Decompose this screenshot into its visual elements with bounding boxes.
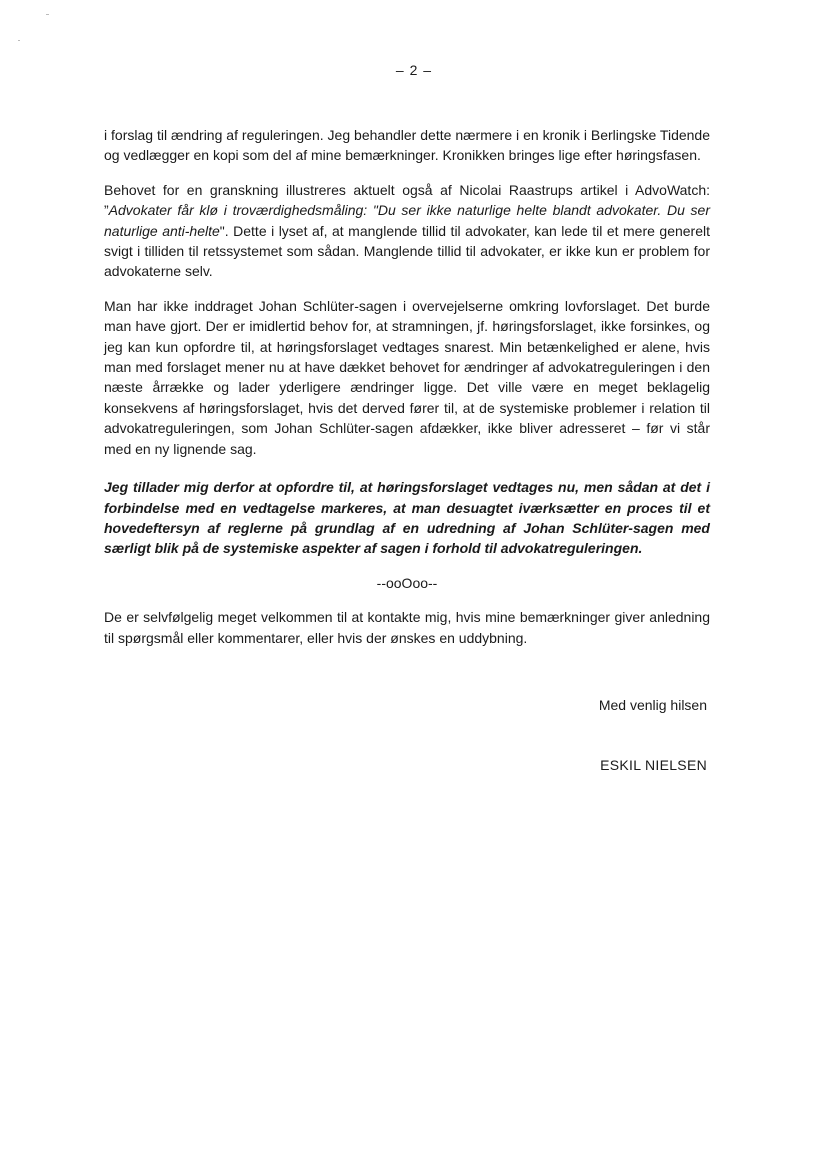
article-title-quote: Advokater får klø i troværdighedsmåling: "Du ser ikke naturlige helte blandt advokater. Du ser naturlige anti-helte [104, 202, 710, 239]
paragraph-2-rest: ". Dette i lyset af, at manglende tillid til advokater, kan lede til et mere generelt svigt i tilliden til retssystemet som sådan. Manglende tillid til advokater, er ikke kun er problem for advokaterne selv. [104, 222, 710, 280]
paragraph-2 [104, 180, 710, 282]
closing-salutation: Med venlig hilsen [598, 697, 707, 713]
letter-body [104, 125, 710, 662]
paragraph-1: i forslag til ændring af reguleringen. Jeg behandler dette nærmere i en kronik i Berlingske Tidende og vedlægger en kopi som del af mine bemærkninger. Kronikken bringes lige efter høringsfasen. [104, 127, 710, 164]
scan-speck [18, 40, 20, 41]
paragraph-2-intro: Behovet for en granskning illustreres aktuelt også af Nicolai Raastrups artikel i AdvoWatch: ” [104, 181, 710, 219]
signature-name: ESKIL NIELSEN [600, 757, 707, 773]
paragraph-3: Man har ikke inddraget Johan Schlüter-sagen i overvejelserne omkring lovforslaget. Det burde man have gjort. Der er imidlertid behov for, at stramningen, jf. høringsforslaget, ikke forsinkes, og jeg kan kun opfordre til, at høringsforslaget vedtages snarest. Min betænkelighed er alene, hvis man med forslaget mener nu at have dækket behovet for ændringer af advokatreguleringen i den næste årrække og lader yderligere ændringer ligge. Det ville være en meget beklagelig konsekvens af høringsforslaget, hvis det derved fører til, at de systemiske problemer i relation til advokatreguleringen, som Johan Schlüter-sagen afdækker, ikke bliver adresseret – før vi står med en ny lignende sag. [104, 297, 710, 457]
paragraph-4-emphasis: Jeg tillader mig derfor at opfordre til, at høringsforslaget vedtages nu, men sådan at det i forbindelse med en vedtagelse markeres, at man desuagtet iværksætter en proces til et hovedeftersyn af reglerne på grundlag af en udredning af Johan Schlüter-sagen med særligt blik på de systemiske aspekter af sagen i forhold til advokatreguleringen. [104, 479, 710, 557]
paragraph-5: De er selvfølgelig meget velkommen til at kontakte mig, hvis mine bemærkninger giver anledning til spørgsmål eller kommentarer, eller hvis der ønskes en uddybning. [104, 609, 710, 646]
section-separator: --ooOoo-- [376, 574, 438, 591]
page-number: – 2 – [395, 62, 433, 78]
scan-speck [46, 14, 49, 15]
